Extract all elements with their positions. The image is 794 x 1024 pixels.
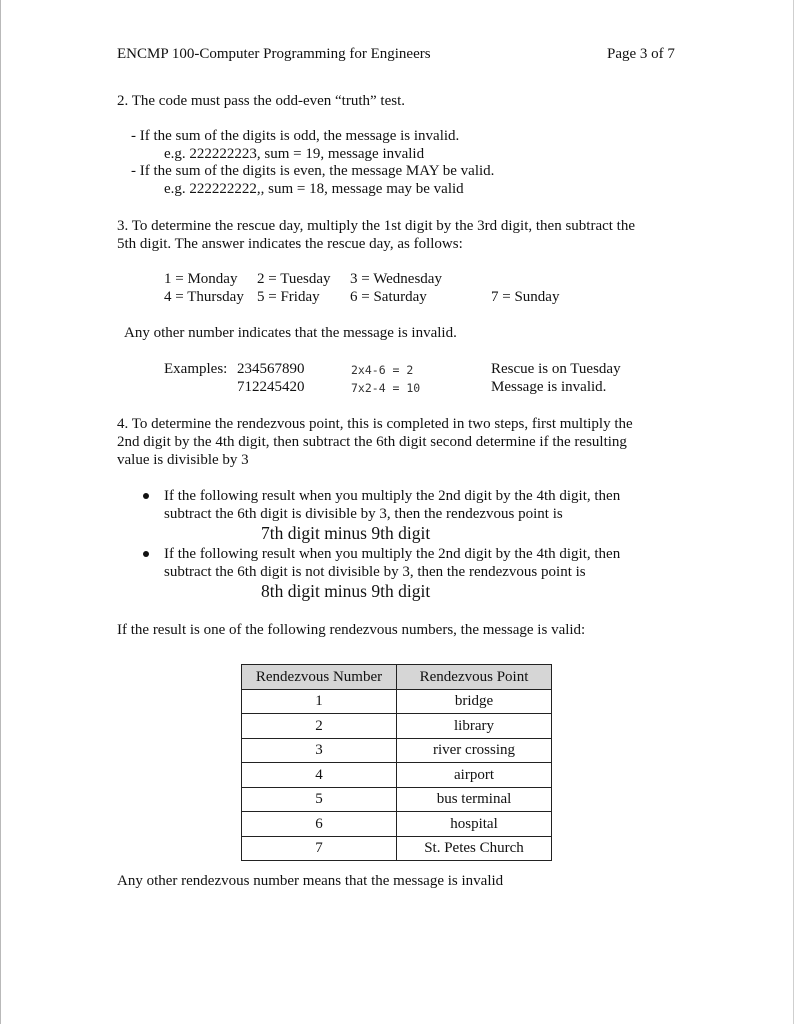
rendezvous-number: 1 [242, 689, 397, 714]
rule2-odd-example: e.g. 222222223, sum = 19, message invalid [164, 146, 425, 162]
rendezvous-number: 4 [242, 763, 397, 788]
bullet-icon [143, 493, 149, 499]
rendezvous-number: 7 [242, 836, 397, 861]
rule3-line2: 5th digit. The answer indicates the rescue day, as follows: [117, 236, 463, 252]
rule2-even-example: e.g. 222222222,, sum = 18, message may be valid [164, 181, 464, 197]
rule2-odd-line: - If the sum of the digits is odd, the message is invalid. [131, 128, 460, 144]
course-title: ENCMP 100-Computer Programming for Engineers [117, 46, 431, 62]
table-row [242, 812, 552, 837]
bullet2-emphasis: 8th digit minus 9th digit [261, 581, 431, 601]
rendezvous-point: library [397, 714, 552, 739]
bullet2-line1: If the following result when you multiply the 2nd digit by the 4th digit, then [164, 546, 621, 562]
example-code: 234567890 [237, 361, 305, 377]
day-saturday: 6 = Saturday [350, 289, 427, 305]
table-row [242, 787, 552, 812]
table-header-number: Rendezvous Number [242, 665, 397, 690]
rendezvous-number: 3 [242, 738, 397, 763]
table-row [242, 763, 552, 788]
rule4-line3: value is divisible by 3 [117, 452, 249, 468]
example-calc: 2x4-6 = 2 [351, 363, 414, 377]
rendezvous-point: hospital [397, 812, 552, 837]
table-header-point: Rendezvous Point [397, 665, 552, 690]
example-result: Rescue is on Tuesday [491, 361, 621, 377]
valid-intro: If the result is one of the following rendezvous numbers, the message is valid: [117, 622, 586, 638]
example-result: Message is invalid. [491, 379, 607, 395]
table-row [242, 738, 552, 763]
table-row [242, 714, 552, 739]
day-tuesday: 2 = Tuesday [257, 271, 331, 287]
rendezvous-number: 5 [242, 787, 397, 812]
table-header-row [242, 665, 552, 690]
page-left-edge [0, 0, 1, 1024]
rule3-other-note: Any other number indicates that the message is invalid. [124, 325, 457, 341]
page-number: Page 3 of 7 [607, 46, 675, 62]
bullet-icon [143, 551, 149, 557]
bullet1-line1: If the following result when you multiply the 2nd digit by the 4th digit, then [164, 488, 621, 504]
rendezvous-point: St. Petes Church [397, 836, 552, 861]
table-row [242, 689, 552, 714]
rendezvous-point: airport [397, 763, 552, 788]
rendezvous-number: 2 [242, 714, 397, 739]
rendezvous-table [241, 664, 552, 861]
footer-note: Any other rendezvous number means that the message is invalid [117, 873, 504, 889]
rendezvous-point: bridge [397, 689, 552, 714]
day-monday: 1 = Monday [164, 271, 238, 287]
rule2-even-line: - If the sum of the digits is even, the message MAY be valid. [131, 163, 495, 179]
day-thursday: 4 = Thursday [164, 289, 244, 305]
bullet2-line2: subtract the 6th digit is not divisible by 3, then the rendezvous point is [164, 564, 586, 580]
day-sunday: 7 = Sunday [491, 289, 560, 305]
bullet1-emphasis: 7th digit minus 9th digit [261, 523, 431, 543]
rule3-line1: 3. To determine the rescue day, multiply the 1st digit by the 3rd digit, then subtract the [117, 218, 636, 234]
bullet1-line2: subtract the 6th digit is divisible by 3, then the rendezvous point is [164, 506, 563, 522]
day-wednesday: 3 = Wednesday [350, 271, 442, 287]
examples-label: Examples: [164, 361, 228, 377]
rule4-line2: 2nd digit by the 4th digit, then subtract the 6th digit second determine if the resulting [117, 434, 627, 450]
day-friday: 5 = Friday [257, 289, 320, 305]
table-row [242, 836, 552, 861]
example-calc: 7x2-4 = 10 [351, 381, 421, 395]
example-code: 712245420 [237, 379, 305, 395]
rendezvous-point: bus terminal [397, 787, 552, 812]
rendezvous-point: river crossing [397, 738, 552, 763]
rendezvous-number: 6 [242, 812, 397, 837]
rule4-line1: 4. To determine the rendezvous point, this is completed in two steps, first multiply the [117, 416, 633, 432]
rule2-intro: 2. The code must pass the odd-even “truth” test. [117, 93, 405, 109]
